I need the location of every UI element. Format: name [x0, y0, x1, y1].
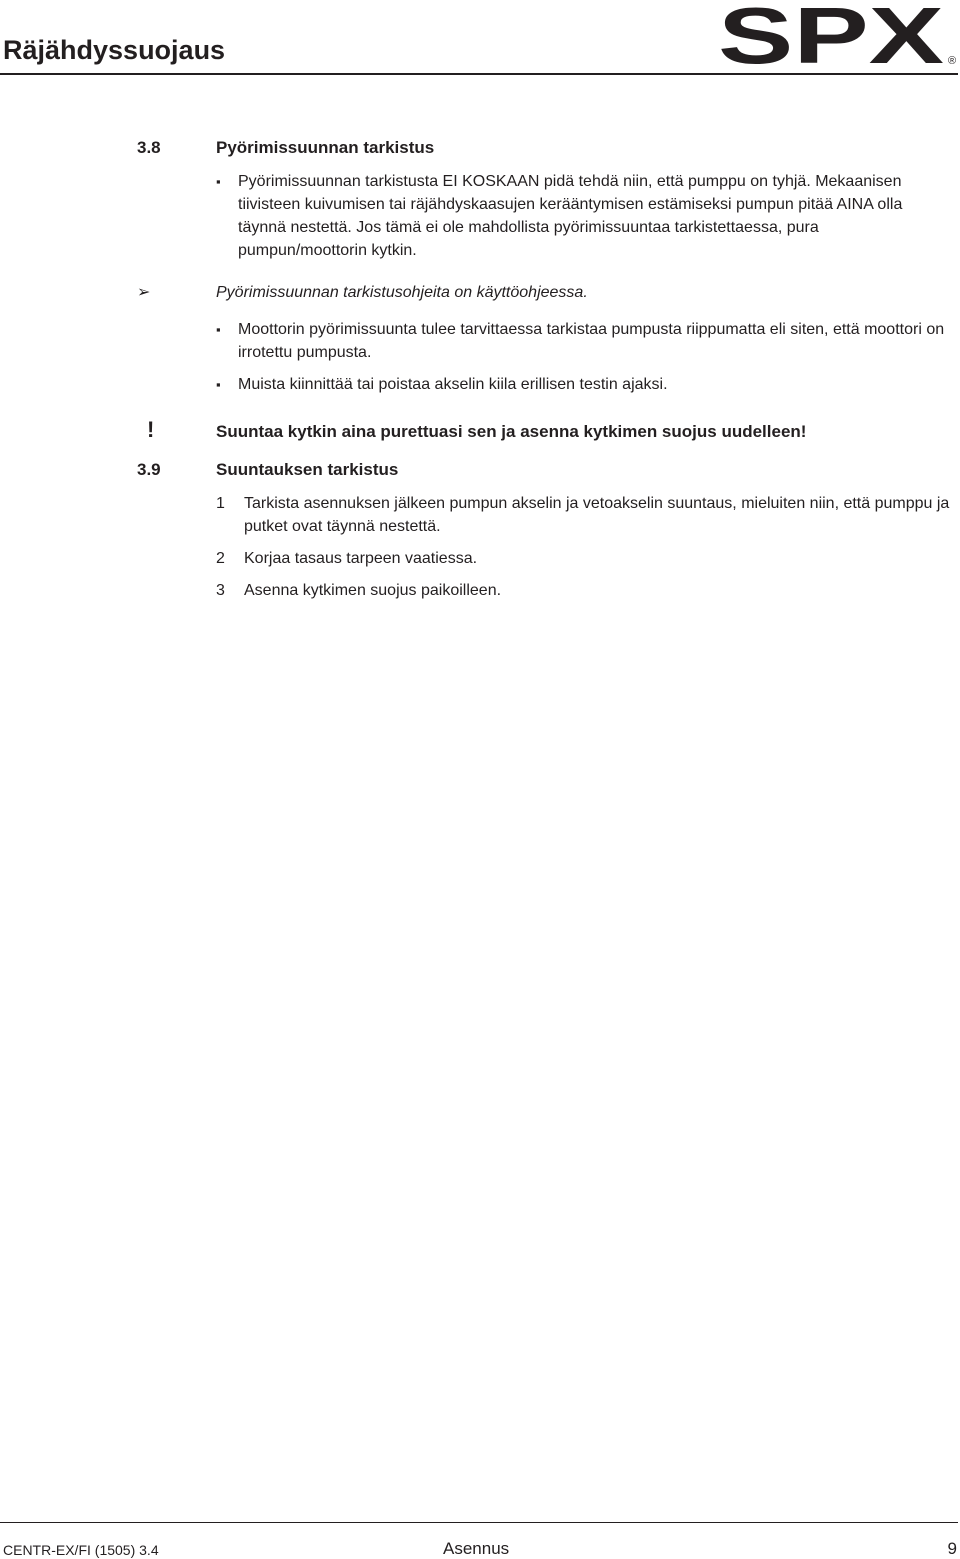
list-item	[216, 579, 950, 602]
section-number: 3.9	[137, 460, 161, 479]
step-number: 2	[216, 550, 225, 567]
page-title: Räjähdyssuojaus	[3, 35, 226, 65]
reference-note: Pyörimissuunnan tarkistusohjeita on käyttöohjeessa.	[216, 284, 588, 301]
warning-icon: !	[147, 417, 155, 442]
step-number: 1	[216, 495, 225, 512]
step-text: Asenna kytkimen suojus paikoilleen.	[244, 582, 502, 599]
list-item	[216, 492, 950, 538]
step-text: Tarkista asennuksen jälkeen pumpun akselin ja vetoakselin suuntaus, mieluiten niin, että pumppu ja putket ovat täynnä nestettä.	[244, 495, 950, 535]
warning-text: Suuntaa kytkin aina purettuasi sen ja asenna kytkimen suojus uudelleen!	[216, 422, 807, 441]
logo-text: SPX	[718, 2, 944, 68]
sub-bullet-block	[216, 318, 950, 396]
page-number: 9	[947, 1539, 957, 1558]
bullet-marker: ▪	[216, 174, 221, 189]
bullet-marker: ▪	[216, 322, 221, 337]
footer-divider	[0, 1522, 958, 1523]
document-code: CENTR-EX/FI (1505) 3.4	[3, 1542, 159, 1558]
header-divider	[0, 73, 958, 75]
arrow-icon: ➢	[137, 284, 151, 301]
section-title: Pyörimissuunnan tarkistus	[216, 138, 435, 157]
spx-logo	[718, 2, 960, 68]
section-title: Suuntauksen tarkistus	[216, 460, 399, 479]
list-item	[216, 547, 950, 570]
list-item	[216, 170, 950, 262]
list-item	[216, 373, 950, 396]
step-text: Korjaa tasaus tarpeen vaatiessa.	[244, 550, 478, 567]
list-item	[216, 318, 950, 364]
registered-mark: ®	[948, 55, 957, 67]
bullet-marker: ▪	[216, 377, 221, 392]
chapter-name: Asennus	[443, 1539, 510, 1558]
bullet-text: Moottorin pyörimissuunta tulee tarvittaessa tarkistaa pumpusta riippumatta eli siten, että moottori on irrotettu pumpusta.	[238, 321, 945, 361]
section-number: 3.8	[137, 138, 161, 157]
bullet-text: Pyörimissuunnan tarkistusta EI KOSKAAN pidä tehdä niin, että pumppu on tyhjä. Mekaanisen tiivisteen kuivumisen tai räjähdyskaasujen kerääntymisen estämiseksi pumpun pitää AINA olla täynnä nestettä. Jos tämä ei ole mahdollista pyörimissuuntaa tarkistettaessa, pura pumpun/moottorin kytkin.	[238, 173, 903, 259]
step-number: 3	[216, 582, 225, 599]
section-bullet-block	[216, 170, 950, 262]
bullet-text: Muista kiinnittää tai poistaa akselin kiila erillisen testin ajaksi.	[238, 376, 668, 393]
steps-list	[216, 492, 950, 602]
